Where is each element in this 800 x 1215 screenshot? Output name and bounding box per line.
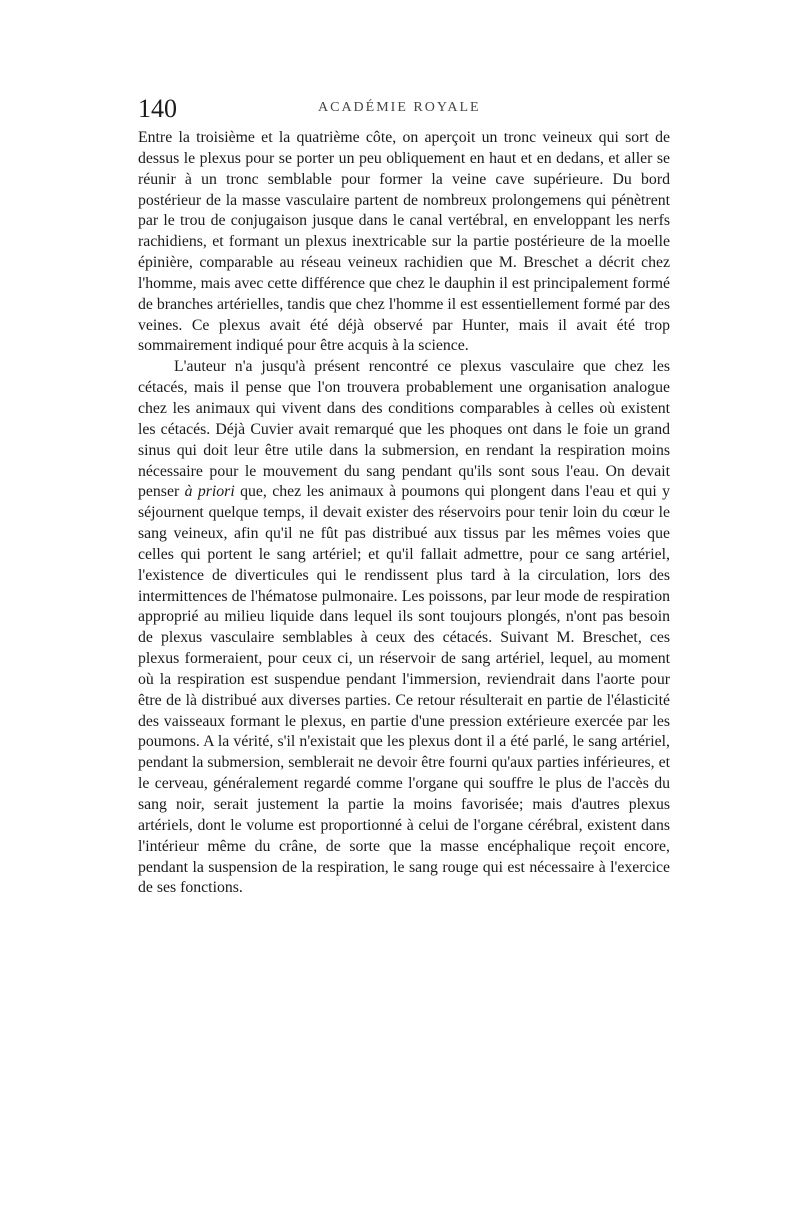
- running-head: ACADÉMIE ROYALE: [318, 100, 481, 115]
- page-number: 140: [138, 94, 177, 123]
- paragraph-2-part-1: L'auteur n'a jusqu'à présent rencontré ce plexus vasculaire que chez les cétacés, mais il pense que l'on trouvera probablement une organisation analogue chez les animaux qui vivent dans des conditions comparables à celles où existent les cétacés. Déjà Cuvier avait remarqué que les phoques ont dans le foie un grand sinus qui doit leur être utile dans la submersion, en rendant la respiration moins nécessaire pour le mouvement du sang pendant qu'ils sont sous l'eau. On devait penser: [138, 358, 670, 501]
- paragraph-2: [138, 357, 670, 899]
- page-header: [138, 94, 670, 124]
- paragraph-1: Entre la troisième et la quatrième côte, on aperçoit un tronc veineux qui sort de dessus le plexus pour se porter un peu obliquement en haut et en dedans, et aller se réunir à un tronc semblable pour former la veine cave supérieure. Du bord postérieur de la masse vasculaire partent de nombreux prolongemens qui pénètrent par le trou de conjugaison jusque dans le canal vertébral, en enveloppant les nerfs rachidiens, et formant un plexus inextricable sur la partie postérieure de la moelle épinière, comparable au réseau veineux rachidien que M. Breschet a décrit chez l'homme, mais avec cette différence que chez le dauphin il est principalement formé de branches artérielles, tandis que chez l'homme il est essentiellement formé par des veines. Ce plexus avait été déjà observé par Hunter, mais il avait été trop sommairement indiqué pour être acquis à la science.: [138, 129, 670, 355]
- paragraph-2-part-2: que, chez les animaux à poumons qui plongent dans l'eau et qui y séjournent quelque temps, il devait exister des réservoirs pour tenir loin du cœur le sang veineux, afin qu'il ne fût pas distribué aux tissus par les mêmes voies que celles qui portent le sang artériel; et qu'il fallait admettre, pour ce sang artériel, l'existence de diverticules qui le rendissent plus tard à la circulation, lors des intermittences de l'hématose pulmonaire. Les poissons, par leur mode de respiration approprié au milieu liquide dans lequel ils sont toujours plongés, n'ont pas besoin de plexus vasculaire semblables à ceux des cétacés. Suivant M. Breschet, ces plexus formeraient, pour ceux ci, un réservoir de sang artériel, lequel, au moment où la respiration est suspendue pendant l'immersion, reviendrait dans l'aorte pour être de là distribué aux diverses parties. Ce retour résulterait en partie de l'élasticité des vaisseaux formant le plexus, en partie d'une pression extérieure exercée par les poumons. A la vérité, s'il n'existait que les plexus dont il a été parlé, le sang artériel, pendant la submersion, semblerait ne devoir être fourni qu'aux parties inférieures, et le cerveau, généralement regardé comme l'organe qui souffre le plus de l'accès du sang noir, serait justement la partie la moins favorisée; mais d'autres plexus artériels, dont le volume est proportionné à celui de l'organe cérébral, existent dans l'intérieur même du crâne, de sorte que la masse encéphalique reçoit encore, pendant la suspension de la respiration, le sang rouge qui est nécessaire à l'exercice de ses fonctions.: [138, 483, 670, 897]
- body-text: [138, 128, 670, 899]
- italic-phrase: à priori: [184, 483, 235, 501]
